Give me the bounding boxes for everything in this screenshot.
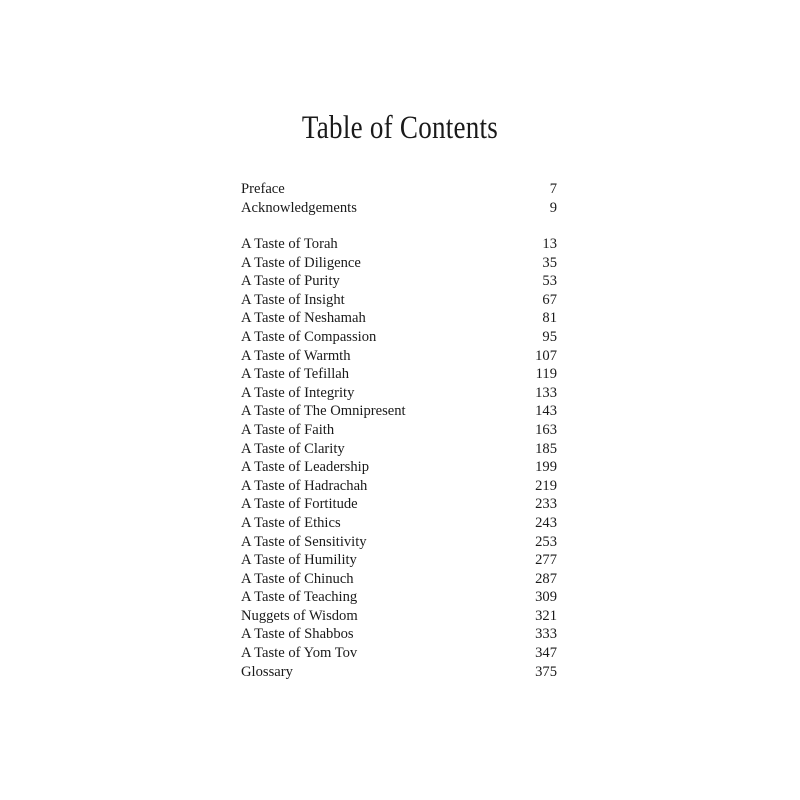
- toc-entry-page-number: 375: [535, 663, 557, 680]
- toc-entry-label: A Taste of Insight: [241, 291, 345, 308]
- toc-entry: [241, 514, 557, 533]
- toc-entry-page-number: 233: [535, 496, 557, 513]
- toc-entry: [241, 254, 557, 273]
- toc-entry-page-number: 277: [535, 552, 557, 569]
- toc-entry: [241, 588, 557, 607]
- toc-entry: [241, 272, 557, 291]
- toc-entry-page-number: 185: [535, 440, 557, 457]
- toc-entry: [241, 235, 557, 254]
- toc-entry-page-number: 7: [549, 181, 557, 197]
- toc-entry-page-number: 95: [542, 328, 557, 345]
- toc-entry-label: Preface: [241, 181, 285, 197]
- chapter-list: [241, 235, 557, 681]
- toc-entry-label: A Taste of Warmth: [241, 347, 351, 364]
- toc-entry: [241, 625, 557, 644]
- toc-entry: [241, 347, 557, 366]
- toc-entry: [241, 551, 557, 570]
- toc-entry-page-number: 119: [535, 366, 557, 383]
- toc-entry: [241, 384, 557, 403]
- toc-entry-page-number: 143: [535, 403, 557, 420]
- toc-entry-label: A Taste of Diligence: [241, 254, 361, 271]
- toc-entry-label: A Taste of Chinuch: [241, 570, 354, 587]
- toc-entry-label: A Taste of Ethics: [241, 514, 341, 531]
- toc-entry: [241, 365, 557, 384]
- toc-entry-label: A Taste of Purity: [241, 273, 340, 290]
- toc-entry-page-number: 219: [535, 477, 557, 494]
- toc-entry-label: A Taste of The Omnipresent: [241, 403, 406, 420]
- toc-entry: [241, 291, 557, 310]
- toc-entry-page-number: 309: [535, 589, 557, 606]
- toc-entry-page-number: 321: [535, 607, 557, 624]
- toc-entry-label: Glossary: [241, 663, 293, 680]
- toc-entry-preface: [241, 180, 557, 199]
- toc-entry-page-number: 347: [535, 645, 557, 662]
- toc-entry: [241, 421, 557, 440]
- toc-entry: [241, 458, 557, 477]
- toc-entry-page-number: 81: [542, 310, 557, 327]
- toc-entry-label: A Taste of Clarity: [241, 440, 345, 457]
- toc-entry-page-number: 163: [535, 421, 557, 438]
- toc-entry-label: A Taste of Integrity: [241, 384, 355, 401]
- toc-entry-page-number: 35: [542, 254, 557, 271]
- toc-entry-label: A Taste of Neshamah: [241, 310, 366, 327]
- toc-entry: [241, 644, 557, 663]
- toc-entry-page-number: 13: [542, 236, 557, 252]
- toc-entry-page-number: 287: [535, 570, 557, 587]
- toc-entry-label: A Taste of Teaching: [241, 589, 358, 606]
- toc-entry: [241, 570, 557, 589]
- toc-entry-page-number: 253: [535, 533, 557, 550]
- toc-entry-label: A Taste of Sensitivity: [241, 533, 367, 550]
- toc-entry: [241, 607, 557, 626]
- toc-entry-label: A Taste of Compassion: [241, 328, 377, 345]
- toc-entry-page-number: 133: [535, 384, 557, 401]
- toc-entry-label: Nuggets of Wisdom: [241, 607, 358, 624]
- toc-entry-acknowledgements: [241, 199, 557, 218]
- toc-entry-page-number: 53: [542, 273, 557, 290]
- toc-entry-label: A Taste of Fortitude: [241, 496, 358, 513]
- toc-entry-page-number: 67: [542, 291, 557, 308]
- toc-entry: [241, 328, 557, 347]
- toc-entry: [241, 440, 557, 459]
- toc-entry-page-number: 243: [535, 514, 557, 531]
- toc-entry-label: A Taste of Humility: [241, 552, 357, 569]
- toc-entry: [241, 402, 557, 421]
- toc-entry-page-number: 199: [535, 459, 557, 476]
- toc-entry: [241, 309, 557, 328]
- toc-entry-label: A Taste of Yom Tov: [241, 645, 358, 662]
- page-title: Table of Contents: [301, 110, 499, 146]
- toc-entry-page-number: 9: [549, 199, 557, 216]
- toc-entry: [241, 495, 557, 514]
- toc-entry-page-number: 107: [535, 347, 557, 364]
- toc-entry-label: Acknowledgements: [241, 199, 357, 216]
- toc-entry: [241, 663, 557, 682]
- toc-entry-label: A Taste of Torah: [241, 236, 338, 252]
- toc-entry: [241, 477, 557, 496]
- toc-entry-page-number: 333: [535, 626, 557, 643]
- toc-entry-label: A Taste of Shabbos: [241, 626, 354, 643]
- front-matter-list: [241, 180, 557, 217]
- toc-entry-label: A Taste of Faith: [241, 421, 335, 438]
- toc-entry-label: A Taste of Hadrachah: [241, 477, 368, 494]
- toc-entry-label: A Taste of Tefillah: [241, 366, 350, 383]
- toc-entry: [241, 533, 557, 552]
- toc-entry-label: A Taste of Leadership: [241, 459, 369, 476]
